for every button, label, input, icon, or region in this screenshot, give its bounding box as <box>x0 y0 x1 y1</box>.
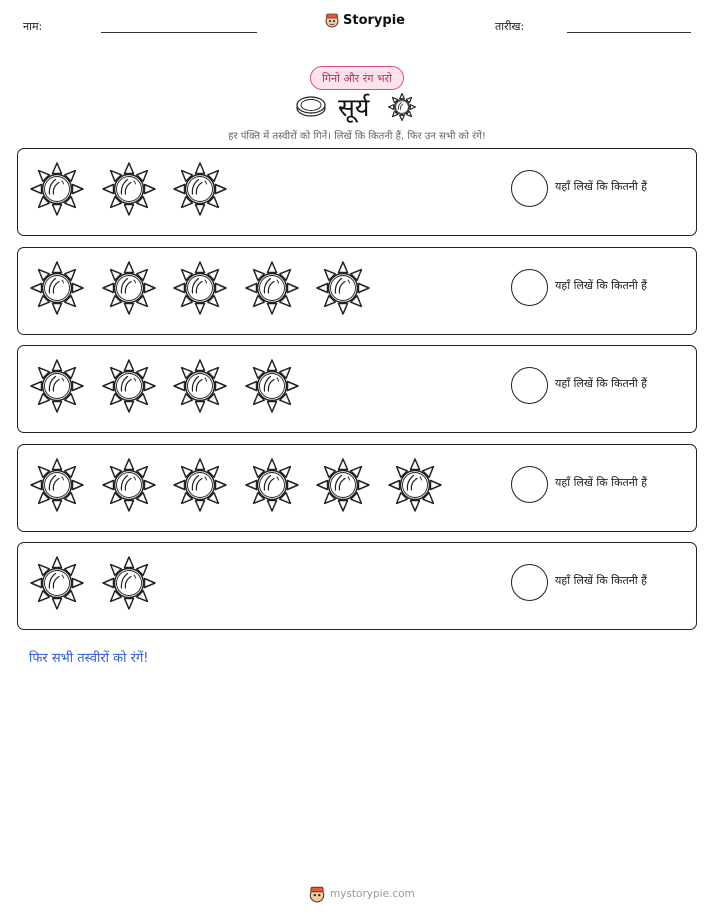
footer-instruction: फिर सभी तस्वीरों को रंगें! <box>29 651 149 666</box>
sun-icon <box>316 261 370 315</box>
storypie-mascot-icon <box>308 885 326 903</box>
sun-icon <box>173 162 227 216</box>
sun-icon <box>30 162 84 216</box>
sun-icon <box>245 261 299 315</box>
answer-circle[interactable] <box>511 170 548 207</box>
page-title: सूर्य <box>338 93 370 122</box>
sun-icon <box>102 359 156 413</box>
counting-row <box>17 345 697 433</box>
sun-icon <box>245 458 299 512</box>
name-line[interactable] <box>101 32 257 33</box>
site-url[interactable]: mystorypie.com <box>330 888 415 900</box>
answer-circle[interactable] <box>511 367 548 404</box>
sun-icon <box>102 458 156 512</box>
answer-circle[interactable] <box>511 466 548 503</box>
sun-icon <box>102 162 156 216</box>
answer-hint: यहाँ लिखें कि कितनी हैं <box>555 475 648 489</box>
brand-logo <box>324 12 405 28</box>
brand-name: Storypie <box>343 12 405 28</box>
sun-icon <box>102 556 156 610</box>
name-label: नाम: <box>23 20 43 33</box>
coin-icon <box>295 94 327 118</box>
title-row <box>0 90 714 124</box>
counting-row <box>17 542 697 630</box>
counting-row <box>17 148 697 236</box>
sun-icon <box>316 458 370 512</box>
storypie-mascot-icon <box>324 12 340 28</box>
sun-icon <box>173 359 227 413</box>
activity-badge: गिनो और रंग भरो <box>310 66 404 90</box>
sun-icon <box>30 458 84 512</box>
sun-icon <box>30 556 84 610</box>
sun-icon <box>173 458 227 512</box>
counting-row <box>17 247 697 335</box>
sun-icon <box>102 261 156 315</box>
sun-icon <box>30 261 84 315</box>
site-footer <box>308 885 415 903</box>
sun-icon <box>30 359 84 413</box>
counting-row <box>17 444 697 532</box>
sun-icon <box>173 261 227 315</box>
instructions: हर पंक्ति में तस्वीरों को गिनें। लिखें कि कितनी हैं, फिर उन सभी को रंगें! <box>228 131 486 142</box>
answer-hint: यहाँ लिखें कि कितनी हैं <box>555 180 648 193</box>
sun-icon <box>388 458 442 512</box>
date-line[interactable] <box>567 32 691 33</box>
sun-icon <box>245 359 299 413</box>
title-sun-icon <box>388 93 416 121</box>
answer-circle[interactable] <box>511 269 548 306</box>
answer-hint: यहाँ लिखें कि कितनी हैं <box>555 574 648 587</box>
date-label: तारीख: <box>495 20 525 33</box>
answer-hint: यहाँ लिखें कि कितनी हैं <box>555 278 648 292</box>
answer-circle[interactable] <box>511 564 548 601</box>
answer-hint: यहाँ लिखें कि कितनी हैं <box>555 377 648 390</box>
